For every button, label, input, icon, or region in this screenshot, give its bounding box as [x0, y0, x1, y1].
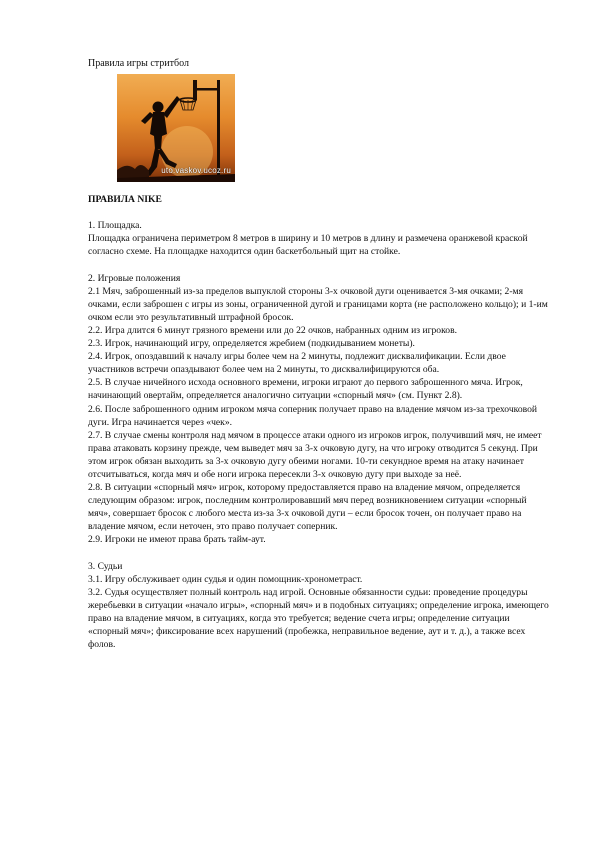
paragraph: 3.1. Игру обслуживает один судья и один помощник-хронометраст.: [88, 573, 363, 585]
section-title: 3. Судьи: [88, 560, 123, 572]
section-title: 2. Игровые положения: [88, 272, 181, 284]
basketball-photo: [117, 74, 235, 182]
paragraph: Площадка ограничена периметром 8 метров в ширину и 10 метров в длину и размечена оранжевой краской согласно схеме. На площадке находится один баскетбольный щит на стойке.: [88, 233, 528, 258]
document-title: Правила игры стритбол: [88, 58, 189, 69]
paragraph: 2.5. В случае ничейного исхода основного времени, игроки играют до первого заброшенного мяча. Игрок, начинающий овертайм, определяется аналогично ситуации «спорный мяч» (см. Пункт 2.8).: [88, 377, 523, 402]
rules-heading: ПРАВИЛА NIKE: [88, 194, 162, 205]
paragraph: 2.9. Игроки не имеют права брать тайм-аут.: [88, 534, 266, 546]
paragraph: 2.7. В случае смены контроля над мячом в процессе атаки одного из игроков игрок, получивший мяч, не имеет права атаковать корзину прежде, чем выведет мяч за 3-х очковую дугу, на что игроку отводится 5 секунд. При этом игрок обязан выходить за 3-х очковую дугу обеими ногами. 10-ти секундное время на атаку начинает отсчитываться, когда мяч и обе ноги игрока пересекли 3-х очковую дугу при выходе за неё.: [88, 429, 542, 480]
paragraph: 2.1 Мяч, заброшенный из-за пределов выпуклой стороны 3-х очковой дуги оценивается 3-мя очками; 2-мя очками, если заброшен с игры из зоны, ограниченной дугой и границами корта (не расположено кольцо); и 1-им очком если это результативный штрафной бросок.: [88, 285, 548, 323]
paragraph: 2.3. Игрок, начинающий игру, определяется жребием (подкидыванием монеты).: [88, 338, 415, 350]
document-body: [88, 193, 550, 651]
paragraph: 3.2. Судья осуществляет полный контроль над игрой. Основные обязанности судьи: проведение процедуры жеребьевки в ситуации «начало игры», «спорный мяч» и в подобных ситуациях; определение игрока, имеющего право на владение мячом, в ситуациях, когда это требуется; ведение счета игры; определение ситуации «спорный мяч»; фиксирование всех нарушений (пробежка, неправильное ведение, аут и т. д.), а также всех фолов.: [88, 586, 549, 651]
paragraph: 2.4. Игрок, опоздавший к началу игры более чем на 2 минуты, подлежит дисквалификации. Если двое участников встречи опаздывают более чем на 2 минуты, то дисквалифицируются оба.: [88, 351, 506, 376]
paragraph: 2.8. В ситуации «спорный мяч» игрок, которому предоставляется право на владение мячом, определяется следующим образом: игрок, последним контролировавший мяч перед возникновением ситуации «спорный мяч», совершает бросок с любого места из-за 3-х очковой дуги – если бросок точен, он получает право на владение мячом, если неточен, это право получает соперник.: [88, 482, 527, 533]
photo-watermark: uto.vaskov.ucoz.ru: [161, 166, 231, 175]
section-title: 1. Площадка.: [88, 220, 142, 232]
paragraph: 2.2. Игра длится 6 минут грязного времени или до 22 очков, набранных одним из игроков.: [88, 324, 458, 336]
paragraph: 2.6. После заброшенного одним игроком мяча соперник получает право на владение мячом из-за трехочковой дуги. Игра начинается через «чек».: [88, 403, 538, 428]
